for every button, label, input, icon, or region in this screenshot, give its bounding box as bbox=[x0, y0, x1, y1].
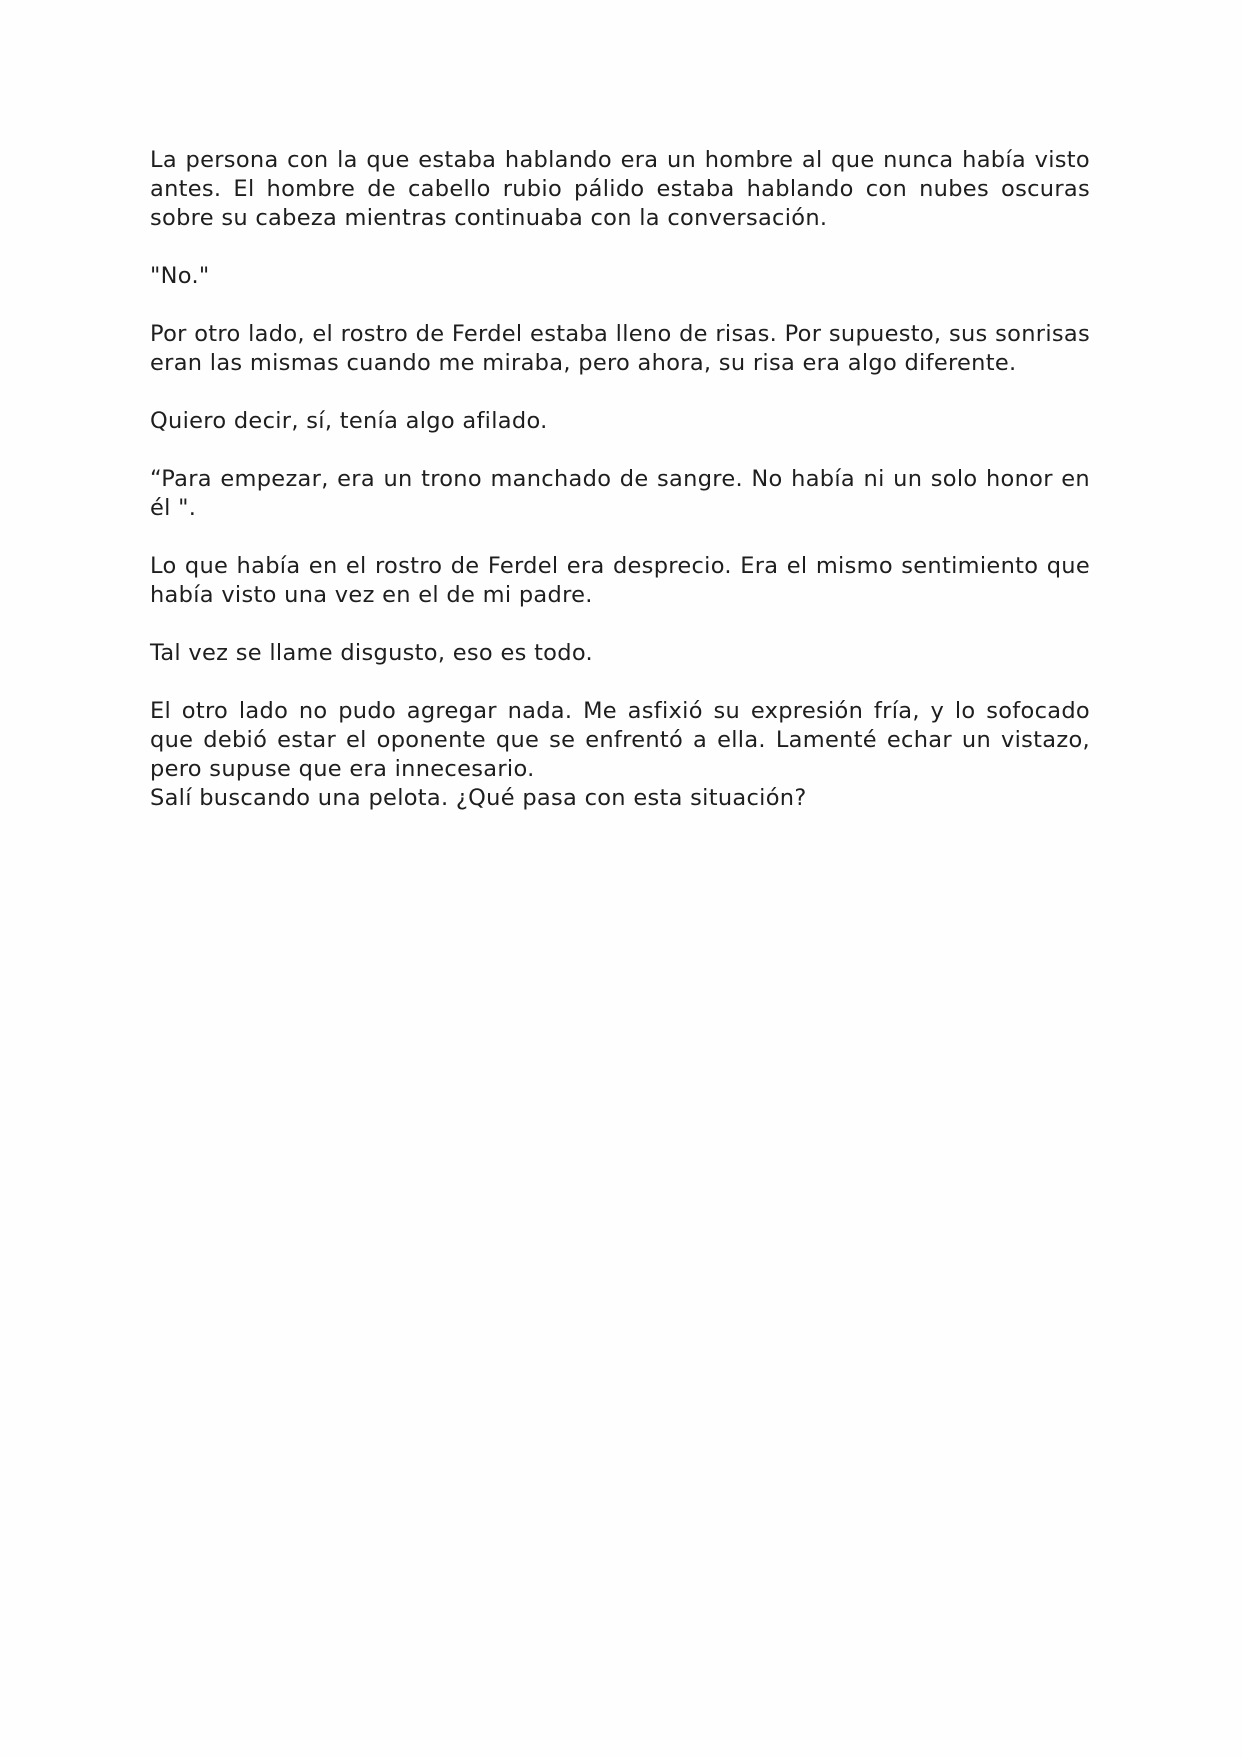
paragraph: "No." bbox=[150, 263, 210, 289]
document-body bbox=[150, 146, 1090, 842]
paragraph: Salí buscando una pelota. ¿Qué pasa con esta situación? bbox=[150, 785, 807, 811]
paragraph: Lo que había en el rostro de Ferdel era desprecio. Era el mismo sentimiento que había visto una vez en el de mi padre. bbox=[150, 553, 1090, 608]
paragraph: El otro lado no pudo agregar nada. Me asfixió su expresión fría, y lo sofocado que debió estar el oponente que se enfrentó a ella. Lamenté echar un vistazo, pero supuse que era innecesario. bbox=[150, 698, 1090, 782]
paragraph: Tal vez se llame disgusto, eso es todo. bbox=[150, 640, 593, 666]
paragraph: “Para empezar, era un trono manchado de sangre. No había ni un solo honor en él ". bbox=[150, 466, 1090, 521]
paragraph: Por otro lado, el rostro de Ferdel estaba lleno de risas. Por supuesto, sus sonrisas eran las mismas cuando me miraba, pero ahora, su risa era algo diferente. bbox=[150, 321, 1090, 376]
paragraph: Quiero decir, sí, tenía algo afilado. bbox=[150, 408, 548, 434]
paragraph: La persona con la que estaba hablando era un hombre al que nunca había visto antes. El hombre de cabello rubio pálido estaba hablando con nubes oscuras sobre su cabeza mientras continuaba con la conversación. bbox=[150, 147, 1090, 231]
